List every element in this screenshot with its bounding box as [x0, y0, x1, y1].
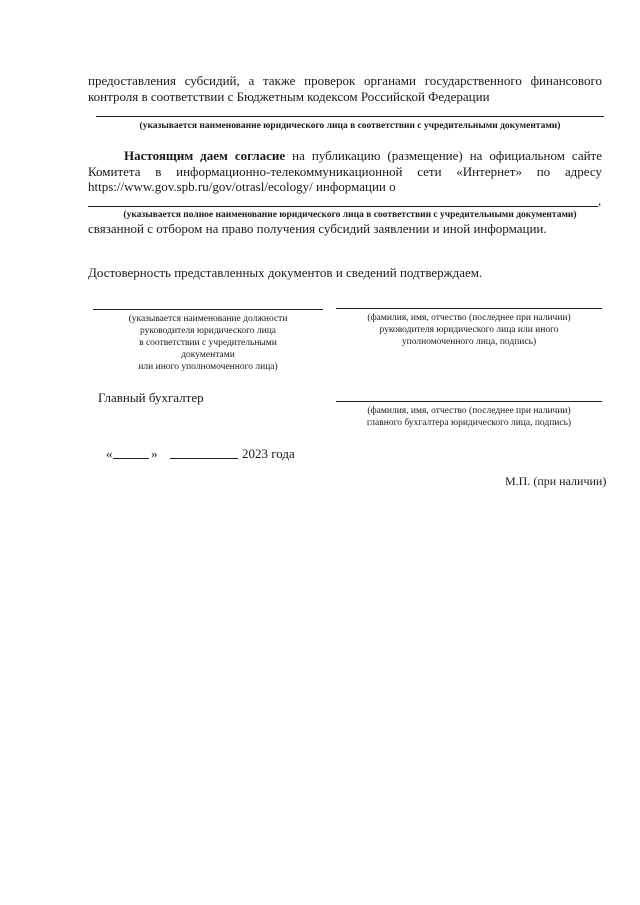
paragraph-subsidies-line2: контроля в соответствии с Бюджетным кодексом Российской Федерации: [88, 89, 490, 104]
full-org-name-caption: (указывается полное наименование юридического лица в соответствии с учредительными документами): [123, 210, 577, 220]
chief-accountant-label: Главный бухгалтер: [98, 390, 204, 405]
date-month-blank: [170, 458, 238, 459]
org-name-field-line: [96, 116, 604, 117]
date-year-text: 2023 года: [242, 446, 295, 461]
date-day-blank: [113, 458, 149, 459]
position-caption-line: или иного уполномоченного лица): [138, 362, 278, 372]
accountant-caption-line: главного бухгалтера юридического лица, подпись): [366, 418, 572, 428]
date-open-quote: «: [106, 446, 113, 461]
confirmation-text: Достоверность представленных документов и сведений подтверждаем.: [88, 265, 483, 280]
consent-comma: ,: [598, 193, 602, 208]
director-caption-line: руководителя юридического лица или иного: [379, 325, 559, 335]
position-caption: [93, 313, 323, 373]
accountant-signature-line: [336, 401, 602, 402]
director-signature-line: [336, 308, 602, 309]
full-org-name-field-line: [88, 206, 598, 207]
accountant-caption-line: (фамилия, имя, отчество (последнее при наличии): [367, 406, 571, 416]
director-caption-line: (фамилия, имя, отчество (последнее при наличии): [367, 313, 571, 323]
accountant-signature-caption: [336, 405, 602, 429]
consent-line2: Комитета в информационно-телекоммуникационной сети «Интернет» по адресу: [88, 164, 602, 179]
director-caption-line: уполномоченного лица, подпись): [401, 337, 537, 347]
consent-url-line: https://www.gov.spb.ru/gov/otrasl/ecology/ информации о: [88, 179, 396, 194]
position-field-line: [93, 309, 323, 310]
position-caption-line: руководителя юридического лица: [139, 326, 276, 336]
date-close-quote: »: [151, 446, 158, 461]
position-caption-line: документами: [181, 350, 235, 360]
org-name-caption: (указывается наименование юридического лица в соответствии с учредительными документами): [139, 121, 561, 131]
stamp-placeholder: М.П. (при наличии): [505, 474, 607, 488]
position-caption-line: в соответствии с учредительными: [139, 338, 277, 348]
paragraph-subsidies-line1: предоставления субсидий, а также проверок органами государственного финансового: [88, 73, 602, 88]
position-caption-line: (указывается наименование должности: [128, 314, 288, 324]
consent-line1-text: на публикацию (размещение) на официальном сайте: [292, 148, 603, 163]
consent-bold-lead: Настоящим даем согласие: [124, 148, 286, 163]
consent-line5: связанной с отбором на право получения субсидий заявлении и иной информации.: [88, 221, 547, 236]
consent-line1: [88, 148, 602, 163]
director-signature-caption: [336, 312, 602, 348]
